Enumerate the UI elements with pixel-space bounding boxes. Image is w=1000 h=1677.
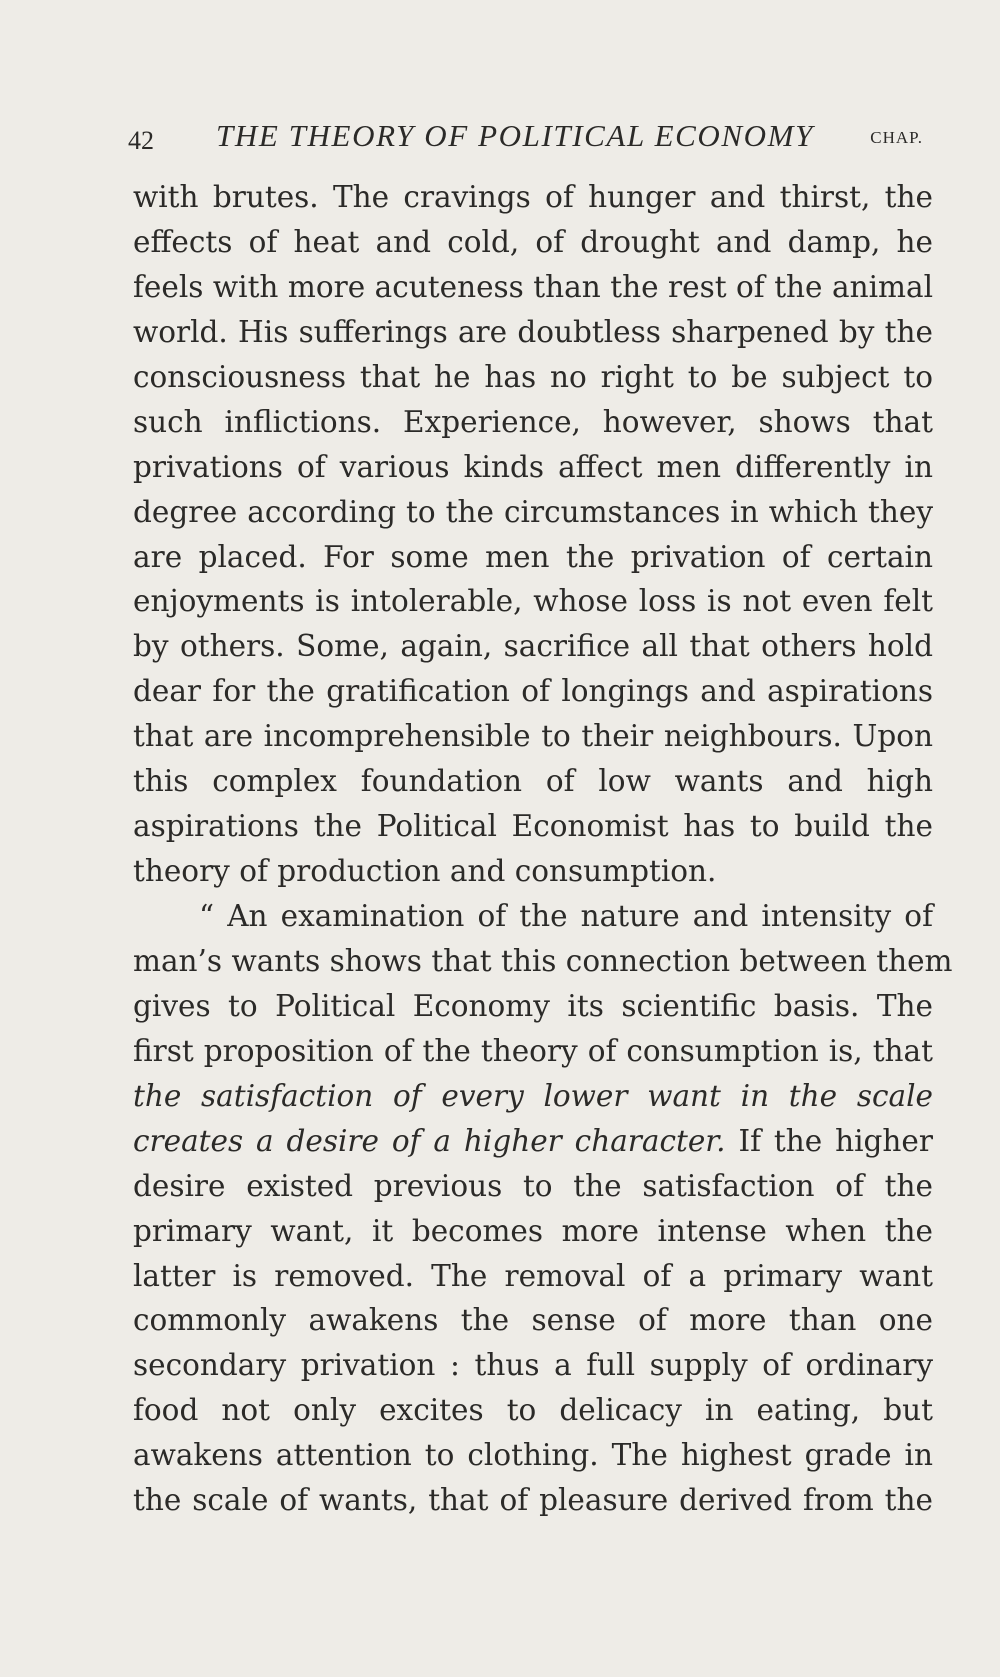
text-line: awakens attention to clothing. The highest grade in bbox=[133, 1438, 933, 1473]
text-line: commonly awakens the sense of more than one bbox=[133, 1303, 933, 1338]
text-line: with brutes. The cravings of hunger and thirst, the bbox=[133, 180, 933, 214]
text-line: secondary privation : thus a full supply of ordinary bbox=[133, 1348, 933, 1383]
text-line: latter is removed. The removal of a primary want bbox=[133, 1258, 933, 1293]
text-line: by others. Some, again, sacrifice all that others hold bbox=[133, 629, 933, 664]
chapter-abbreviation: CHAP. bbox=[870, 128, 923, 147]
text-line: food not only excites to delicacy in eating, but bbox=[133, 1393, 933, 1428]
paragraph-end-line: theory of production and consumption. bbox=[133, 854, 717, 889]
running-title: THE THEORY OF POLITICAL ECONOMY bbox=[216, 118, 814, 153]
text-line: privations of various kinds affect men differently in bbox=[133, 449, 933, 484]
italic-proposition-end: creates a desire of a higher character. bbox=[133, 1123, 726, 1158]
page-number: 42 bbox=[128, 126, 154, 155]
text-line: primary want, it becomes more intense when the bbox=[133, 1213, 933, 1248]
body-text bbox=[133, 175, 953, 1523]
mixed-line bbox=[133, 1119, 933, 1164]
text-line: desire existed previous to the satisfaction of the bbox=[133, 1168, 933, 1203]
text-line: feels with more acuteness than the rest of the animal bbox=[133, 269, 933, 304]
text-line: the scale of wants, that of pleasure derived from the bbox=[133, 1483, 933, 1518]
text-line: world. His sufferings are doubtless sharpened by the bbox=[133, 314, 933, 349]
text-line: man’s wants shows that this connection between them bbox=[133, 943, 953, 978]
text-line: effects of heat and cold, of drought and damp, he bbox=[133, 224, 933, 259]
text-line: this complex foundation of low wants and high bbox=[133, 764, 933, 799]
text-line: aspirations the Political Economist has to build the bbox=[133, 809, 933, 844]
text-line: first proposition of the theory of consumption is, that bbox=[133, 1033, 933, 1068]
text-line: dear for the gratification of longings and aspirations bbox=[133, 674, 933, 709]
text-line: are placed. For some men the privation of certain bbox=[133, 539, 933, 574]
paragraph-first-line: “ An examination of the nature and intensity of bbox=[199, 899, 933, 933]
text-fragment: If the higher bbox=[725, 1123, 933, 1158]
text-line: such inflictions. Experience, however, shows that bbox=[133, 404, 933, 439]
text-line: that are incomprehensible to their neighbours. Upon bbox=[133, 719, 933, 754]
text-line: degree according to the circumstances in which they bbox=[133, 494, 933, 529]
text-line: consciousness that he has no right to be subject to bbox=[133, 359, 933, 394]
text-line: enjoyments is intolerable, whose loss is not even felt bbox=[133, 584, 933, 619]
italic-proposition-line: the satisfaction of every lower want in the scale bbox=[133, 1078, 933, 1113]
text-line: gives to Political Economy its scientific basis. The bbox=[133, 988, 933, 1023]
running-head bbox=[128, 118, 923, 158]
